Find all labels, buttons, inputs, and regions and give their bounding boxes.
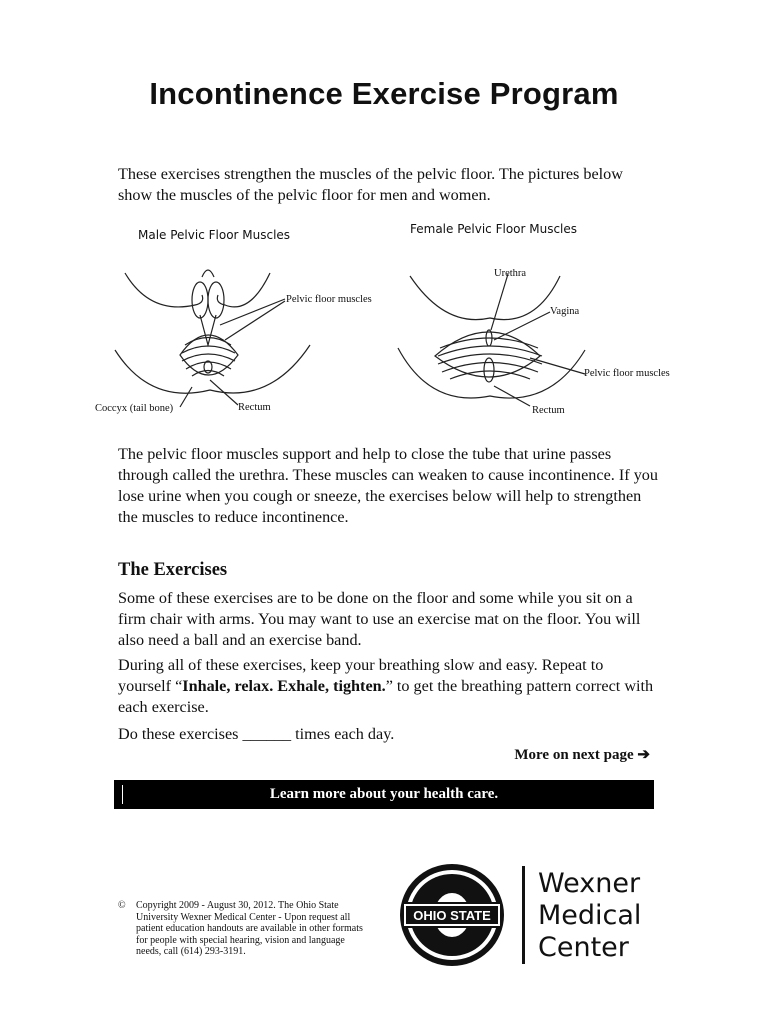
page-title: Incontinence Exercise Program (149, 76, 619, 111)
support-paragraph: The pelvic floor muscles support and help to close the tube that urine passes through called the urethra. These muscles can weaken to cause incontinence. If you lose urine when you cough or sneeze, the exercises below will help to strengthen the muscles to reduce incontinence. (118, 445, 658, 526)
male-label-coccyx: Coccyx (tail bone) (95, 403, 174, 414)
female-label-urethra: Urethra (494, 268, 527, 279)
male-label-rectum: Rectum (238, 402, 271, 413)
breathing-text-after: ” to get the breathing pattern correct with each exercise. (118, 677, 654, 716)
logo-divider (522, 866, 525, 964)
male-figure-heading: Male Pelvic Floor Muscles (138, 228, 291, 242)
wordmark-line-3: Center (538, 932, 629, 963)
wordmark-line-2: Medical (538, 900, 642, 931)
female-label-rectum: Rectum (532, 405, 565, 416)
female-figure-heading: Female Pelvic Floor Muscles (410, 222, 578, 236)
male-label-pelvic-floor: Pelvic floor muscles (286, 294, 372, 305)
more-on-next-page-link[interactable]: More on next page ➔ (514, 747, 650, 763)
male-pelvic-diagram (110, 255, 390, 415)
breathing-text-before: During all of these exercises, keep your breathing slow and easy. Repeat to yourself “ (118, 656, 604, 695)
female-pelvic-diagram (390, 258, 610, 418)
female-label-pelvic-floor: Pelvic floor muscles (584, 368, 670, 379)
copyright-notice (118, 900, 368, 958)
exercises-heading: The Exercises (118, 560, 228, 580)
ohio-state-logo-icon (398, 862, 506, 968)
logo-block-text: OHIO STATE (413, 908, 491, 923)
banner-text: Learn more about your health care. (269, 786, 499, 802)
wordmark-line-1: Wexner (538, 868, 641, 899)
wexner-wordmark (538, 868, 641, 964)
exercises-paragraph-3: Do these exercises ______ times each day. (118, 725, 395, 743)
learn-more-banner (114, 780, 654, 809)
breathing-phrase: Inhale, relax. Exhale, tighten. (182, 677, 386, 695)
banner-divider (122, 785, 123, 804)
exercises-paragraph-1: Some of these exercises are to be done on the floor and some while you sit on a firm chair with arms. You may want to use an exercise mat on the floor. You will also need a ball and an exercise band. (118, 589, 641, 649)
copyright-text: Copyright 2009 - August 30, 2012. The Ohio State University Wexner Medical Center - Upon request all patient education handouts are available in other formats for people with special hearing, vision and language needs, call (614) 293-3191. (136, 900, 363, 957)
copyright-symbol: © (118, 900, 126, 911)
female-label-vagina: Vagina (550, 306, 580, 317)
exercises-paragraph-2 (118, 655, 658, 718)
intro-paragraph: These exercises strengthen the muscles of the pelvic floor. The pictures below show the muscles of the pelvic floor for men and women. (118, 165, 623, 204)
